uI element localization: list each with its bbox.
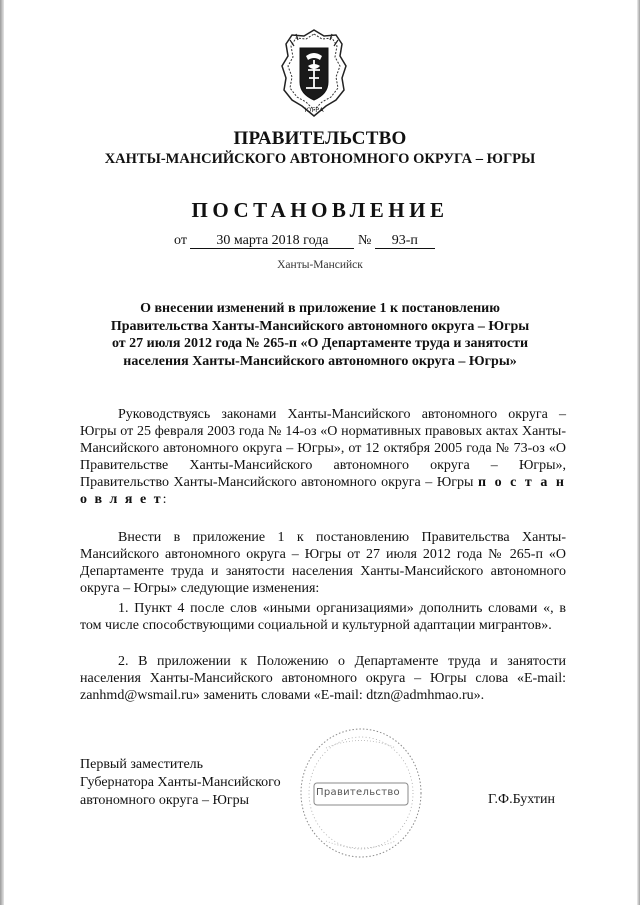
date-prefix: от xyxy=(174,233,187,248)
title-line: О внесении изменений в приложение 1 к постановлению xyxy=(140,301,500,316)
signatory-name: Г.Ф.Бухтин xyxy=(488,792,556,807)
document-number: 93-п xyxy=(375,233,435,249)
document-title xyxy=(80,300,560,370)
title-line: населения Ханты-Мансийского автономного округа – Югры» xyxy=(123,353,517,369)
item-2-paragraph: 2. В приложении к Положению о Департаменте труда и занятости населения Ханты-Мансийского автономного округа – Югры слова «E-mail: zanhmd@wsmail.ru» заменить словами «E-mail: dtzn@admhmao.ru». xyxy=(80,654,566,703)
title-line: от 27 июля 2012 года № 265-п «О Департаменте труда и занятости xyxy=(111,336,529,351)
document-date: 30 марта 2018 года xyxy=(190,233,354,249)
resolves-colon: : xyxy=(162,492,167,507)
position-line: Губернатора Ханты-Мансийского xyxy=(80,775,281,790)
seal-label: Правительство xyxy=(316,787,400,798)
item-1-paragraph: 1. Пункт 4 после слов «иными организациями» дополнить словами «, в том числе способствующими социальной и культурной адаптации мигрантов». xyxy=(80,601,566,633)
city: Ханты-Мансийск xyxy=(277,259,363,271)
date-number-line xyxy=(174,233,435,249)
region-title: ХАНТЫ-МАНСИЙСКОГО АВТОНОМНОГО ОКРУГА – ЮГРЫ xyxy=(104,151,536,167)
resolves-word: п о с т а н о в л я е т xyxy=(80,475,566,507)
signatory-position xyxy=(80,756,281,810)
emblem-caption: ЮГРА xyxy=(304,106,324,114)
position-line: автономного округа – Югры xyxy=(80,793,249,808)
title-line: Правительства Ханты-Мансийского автономного округа – Югры xyxy=(110,318,530,334)
preamble-text: Руководствуясь законами Ханты-Мансийского автономного округа – Югры от 25 февраля 2003 года № 14-оз «О нормативных правовых актах Ханты-Мансийского автономного округа – Югры», от 12 октября 2005 года № 73-оз «О Правительстве Ханты-Мансийского автономного округа – Югры», Правительство Ханты-Мансийского автономного округа – Югры xyxy=(80,407,566,490)
position-line: Первый заместитель xyxy=(80,757,204,772)
number-sign: № xyxy=(357,233,372,248)
government-title: ПРАВИТЕЛЬСТВО xyxy=(233,128,407,149)
coat-of-arms-emblem xyxy=(276,26,352,120)
document-type: ПОСТАНОВЛЕНИЕ xyxy=(191,198,449,222)
preamble-paragraph xyxy=(80,406,566,508)
intro-paragraph: Внести в приложение 1 к постановлению Правительства Ханты-Мансийского автономного округа – Югры от 27 июля 2012 года № 265-п «О Департаменте труда и занятости населения Ханты-Мансийского автономного округа – Югры» следующие изменения: xyxy=(80,530,566,596)
